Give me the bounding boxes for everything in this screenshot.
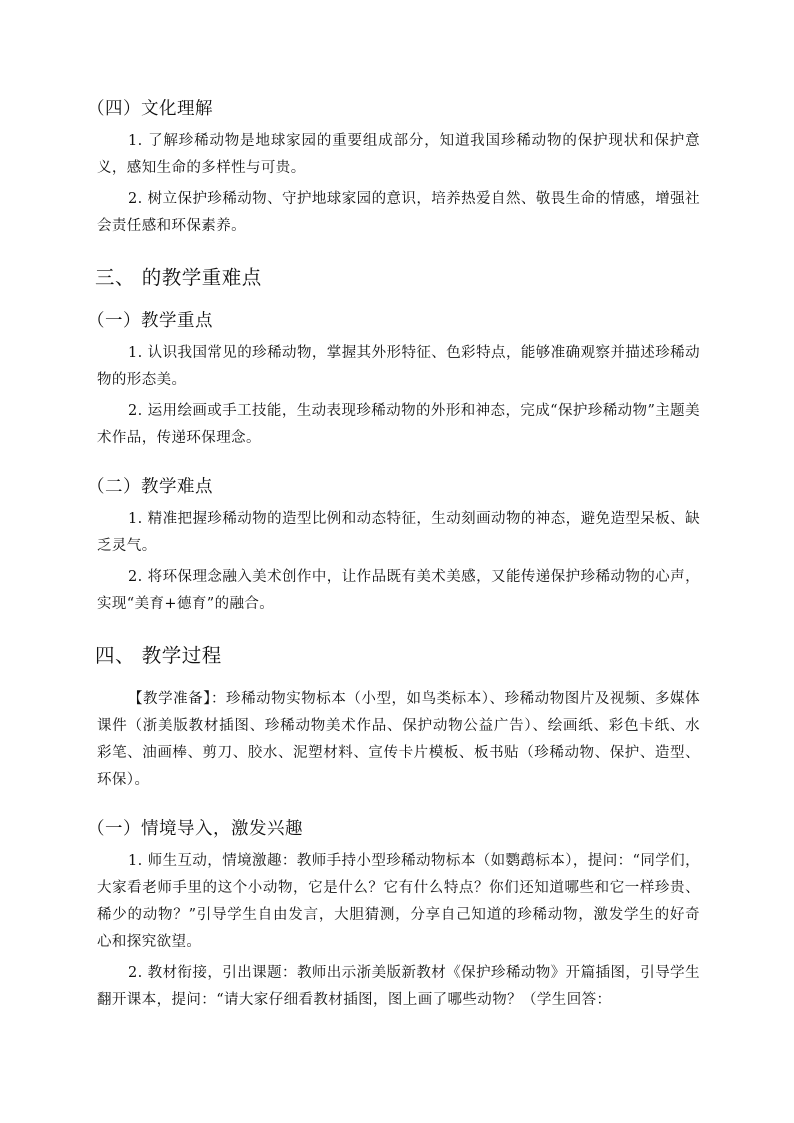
intro-heading: （一）情境导入，激发兴趣 — [87, 819, 303, 839]
section-4-heading: 四、 教学过程 — [95, 644, 222, 667]
intro-paragraph-1: 1. 师生互动，情境激趣：教师手持小型珍稀动物标本（如鹦鹉标本），提问：“同学们，大家看老师手里的这个小动物，它是什么？它有什么特点？你们还知道哪些和它一样珍贵、稀少的动物？”引导学生自由发言，大胆猜测，分享自己知道的珍稀动物，激发学生的好奇心和探究欲望。 — [97, 853, 700, 950]
key-points-heading: （一）教学重点 — [87, 311, 213, 331]
difficulty-heading: （二）教学难点 — [87, 477, 213, 497]
culture-paragraph-2: 2. 树立保护珍稀动物、守护地球家园的意识，培养热爱自然、敬畏生命的情感，增强社会责任感和环保素养。 — [97, 191, 700, 234]
culture-paragraph-1: 1. 了解珍稀动物是地球家园的重要组成部分，知道我国珍稀动物的保护现状和保护意义，感知生命的多样性与可贵。 — [97, 133, 700, 176]
intro-paragraph-2: 2. 教材衔接，引出课题：教师出示浙美版新教材《保护珍稀动物》开篇插图，引导学生翻开课本，提问：“请大家仔细看教材插图，图上画了哪些动物？（学生回答： — [97, 965, 700, 1008]
key-points-paragraph-1: 1. 认识我国常见的珍稀动物，掌握其外形特征、色彩特点，能够准确观察并描述珍稀动物的形态美。 — [97, 345, 700, 388]
key-points-paragraph-2: 2. 运用绘画或手工技能，生动表现珍稀动物的外形和神态，完成“保护珍稀动物”主题美术作品，传递环保理念。 — [97, 403, 700, 446]
difficulty-paragraph-2: 2. 将环保理念融入美术创作中，让作品既有美术美感，又能传递保护珍稀动物的心声，实现“美育+德育”的融合。 — [97, 569, 700, 612]
teaching-preparation-paragraph: 【教学准备】：珍稀动物实物标本（小型，如鸟类标本）、珍稀动物图片及视频、多媒体课件（浙美版教材插图、珍稀动物美术作品、保护动物公益广告）、绘画纸、彩色卡纸、水彩笔、油画棒、剪刀、胶水、泥塑材料、宣传卡片模板、板书贴（珍稀动物、保护、造型、环保）。 — [97, 691, 700, 788]
difficulty-paragraph-1: 1. 精准把握珍稀动物的造型比例和动态特征，生动刻画动物的神态，避免造型呆板、缺乏灵气。 — [97, 511, 700, 554]
culture-heading: （四）文化理解 — [87, 99, 213, 119]
section-3-heading: 三、 的教学重难点 — [95, 266, 262, 289]
document-page — [87, 96, 700, 1018]
